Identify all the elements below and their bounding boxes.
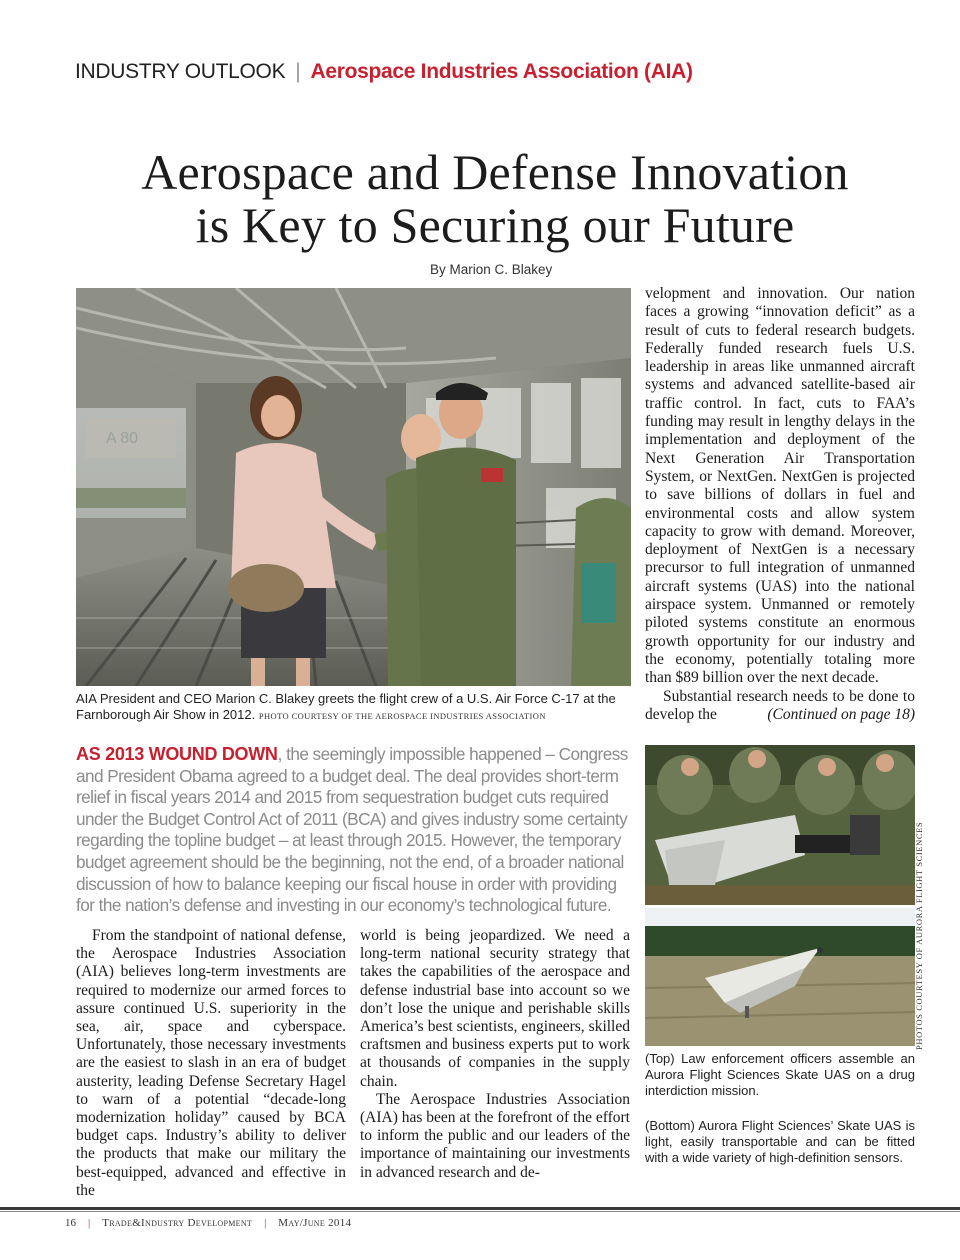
right-col-paragraph-1: velopment and innovation. Our nation faces a growing “innovation deficit” as a result of cuts to federal research budgets. Federally funded research fuels U.S. leadership in areas like unmanned aircraft systems and advanced satellite-based air traffic control. In fact, cuts to FAA’s funding may result in lengthy delays in the implementation and deployment of the Next Generation Air Transportation System, or NextGen. NextGen is projected to save billions of dollars in fuel and environmental costs and allow system capacity to grow with demand. Moreover, deployment of NextGen is a necessary precursor to full integration of unmanned aircraft systems (UAS) into the national airspace system. Unmanned or remotely piloted systems constitute an enormous growth opportunity for our industry and the economy, potentially totaling more than $89 billion over the next decade. <box>645 285 915 687</box>
side-caption-top: (Top) Law enforcement officers assemble an Aurora Flight Sciences Skate UAS on a drug interdiction mission. <box>645 1051 915 1098</box>
header-divider: | <box>295 60 301 83</box>
publication-name: Trade&Industry Development <box>102 1217 253 1229</box>
lead-dropin: AS 2013 WOUND DOWN <box>76 744 278 764</box>
section-header <box>75 60 693 84</box>
main-photo-credit: PHOTO COURTESY OF THE AEROSPACE INDUSTRIES ASSOCIATION <box>258 711 546 721</box>
side-photos-credit: PHOTOS COURTESY OF AURORA FLIGHT SCIENCES <box>914 821 924 1050</box>
main-photo <box>76 288 631 686</box>
side-caption-bottom: (Bottom) Aurora Flight Sciences’ Skate UAS is light, easily transportable and can be fitted with a wide variety of high-definition sensors. <box>645 1118 915 1165</box>
right-col-paragraph-2 <box>645 688 915 725</box>
footer-pipe-1: | <box>88 1217 91 1229</box>
skate-uas-flight-photo <box>645 908 915 1046</box>
page-number: 16 <box>65 1217 76 1229</box>
c17-cargo-hold-illustration <box>76 288 631 686</box>
right-col-paragraph-2-text: Substantial research needs to be done to develop the <box>645 687 915 723</box>
footer-rule <box>0 1207 960 1210</box>
right-column-text <box>645 285 915 724</box>
byline: By Marion C. Blakey <box>430 262 553 277</box>
main-photo-caption <box>76 691 636 724</box>
officers-assembling-uas-illustration <box>645 745 915 905</box>
title-line-2: is Key to Securing our Future <box>195 197 795 253</box>
body-col1-paragraph: From the standpoint of national defense, the Aerospace Industries Association (AIA) believes long-term investments are required to modernize our armed forces to assure continued U.S. superiority in the sea, air, space and cyberspace. Unfortunately, those necessary investments are the easiest to slash in an era of budget austerity, leading Defense Secretary Hagel to warn of a potential “decade-long modernization holiday” caused by BCA budget caps. Industry’s ability to deliver the products that make our military the best-equipped, advanced and effective in the <box>76 927 346 1199</box>
skate-uas-in-flight-illustration <box>645 908 915 1046</box>
title-line-1: Aerospace and Defense Innovation <box>141 144 849 200</box>
continued-link[interactable]: (Continued on page 18) <box>767 705 915 723</box>
body-col2-paragraph-1: world is being jeopardized. We need a long-term national security strategy that takes the capabilities of the aerospace and defense industrial base into account so we don’t lose the unique and perishable skills America’s best scientists, engineers, skilled craftsmen and business experts put to work at thousands of companies in the supply chain. <box>360 927 630 1090</box>
flag-patch-icon <box>481 468 503 482</box>
main-caption-text: AIA President and CEO Marion C. Blakey greets the flight crew of a U.S. Air Force C-17 at the Farnborough Air Show in 2012. <box>76 691 616 722</box>
article-title <box>40 146 950 252</box>
footer-pipe-2: | <box>264 1217 267 1229</box>
page-footer <box>65 1217 351 1229</box>
lead-text: , the seemingly impossible happened – Congress and President Obama agreed to a budget deal. The deal provides short-term relief in fiscal years 2014 and 2015 from sequestration budget cuts required under the Budget Control Act of 2011 (BCA) and gives industry some certainty regarding the topline budget – at least through 2015. However, the temporary budget agreement should be the beginning, not the end, of a broader national discussion of how to balance keeping our fiscal house in order with providing for the nation’s defense and investing in our economy’s technological future. <box>76 744 628 916</box>
footer-rule-thin <box>0 1211 960 1212</box>
uas-assembly-photo <box>645 745 915 905</box>
body-column-2 <box>360 927 630 1182</box>
body-column-1 <box>76 927 346 1200</box>
issue-date: May/June 2014 <box>278 1217 352 1229</box>
section-label: INDUSTRY OUTLOOK <box>75 60 286 83</box>
body-col2-paragraph-2: The Aerospace Industries Association (AIA) has been at the forefront of the effort to inform the public and our leaders of the importance of maintaining our investments in advanced research and de- <box>360 1090 630 1181</box>
lead-paragraph <box>76 744 632 917</box>
organization-label: Aerospace Industries Association (AIA) <box>310 60 693 83</box>
